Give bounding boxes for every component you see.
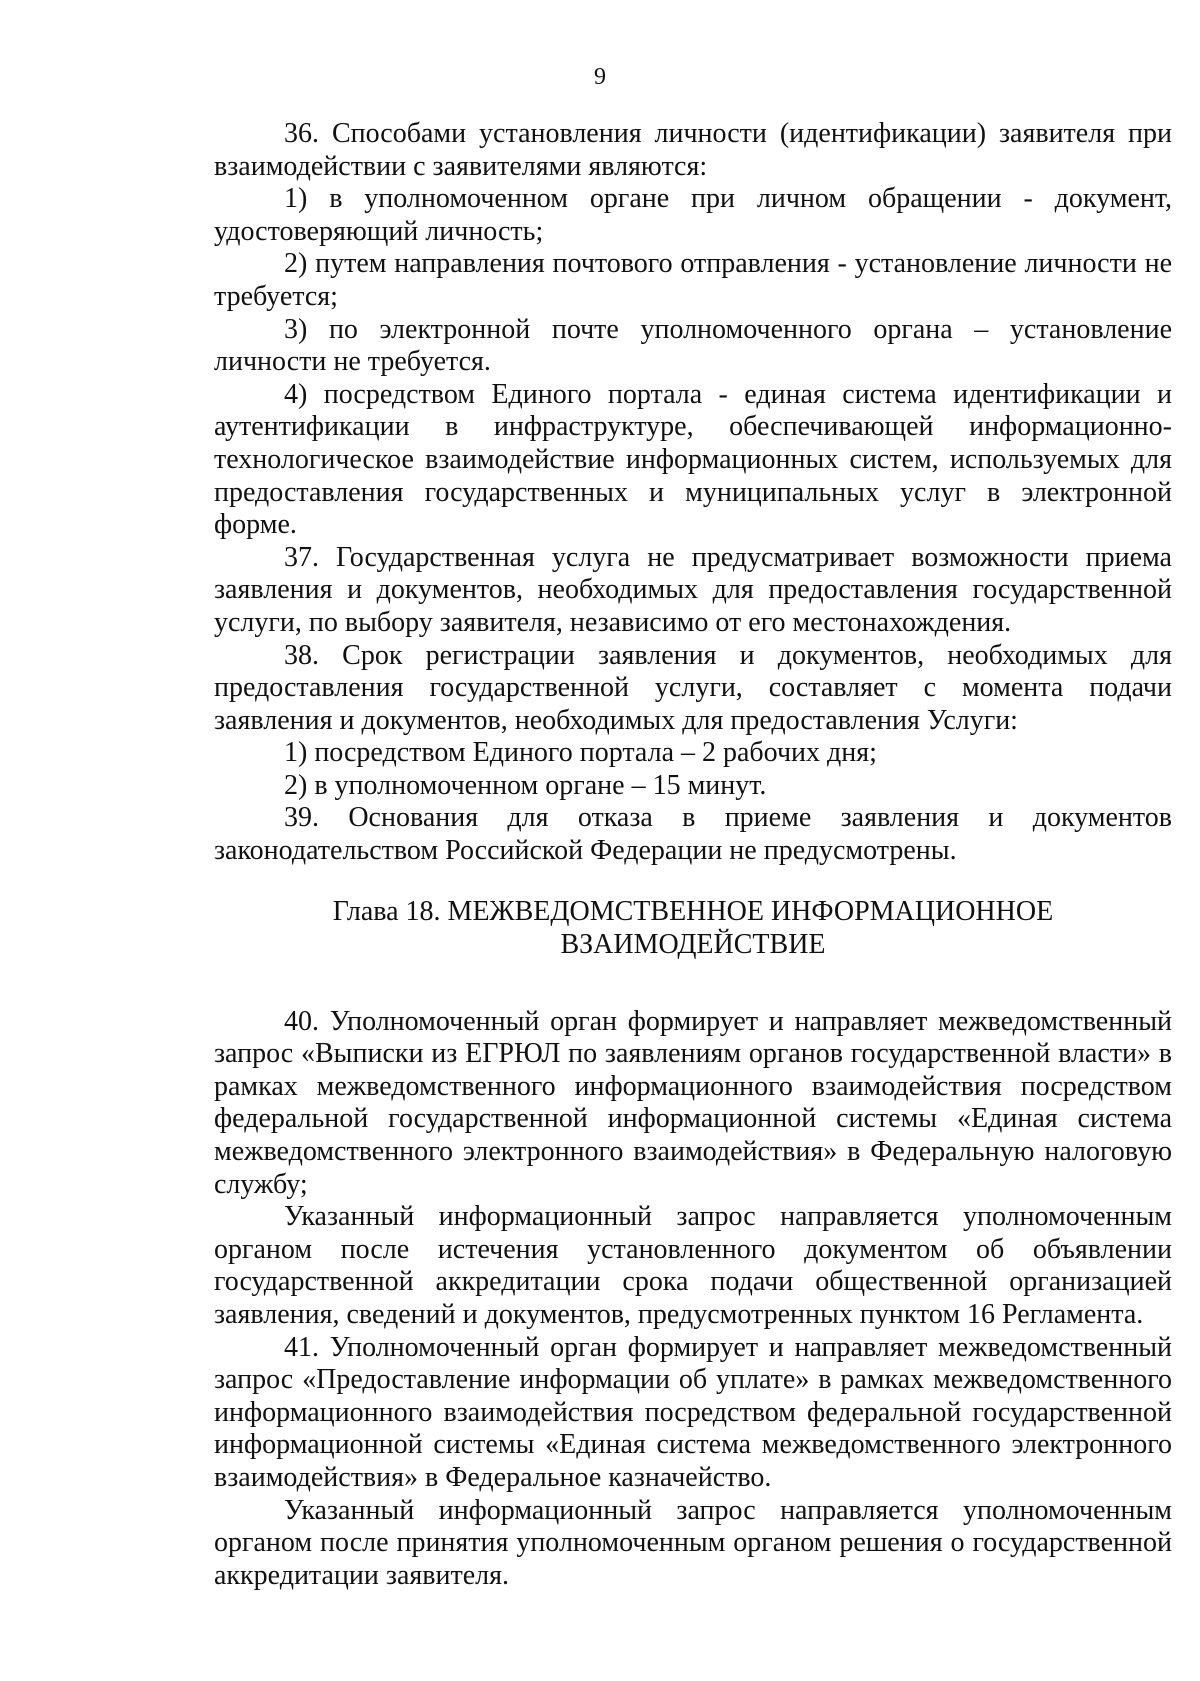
chapter-heading-line-1: Глава 18. МЕЖВЕДОМСТВЕННОЕ ИНФОРМАЦИОННОЕ (332, 895, 1054, 927)
paragraph-40-note: Указанный информационный запрос направляется уполномоченным органом после истечения установленного документом об объявлении государственной аккредитации срока подачи общественной организацией заявления, сведений и документов, предусмотренных пунктом 16 Регламента. (214, 1201, 1172, 1330)
chapter-heading-line-2: ВЗАИМОДЕЙСТВИЕ (560, 928, 826, 960)
paragraph-37: 37. Государственная услуга не предусматривает возможности приема заявления и документов, необходимых для предоставления государственной услуги, по выбору заявителя, независимо от его местонахождения. (214, 541, 1172, 638)
paragraph-38-item-2: 2) в уполномоченном органе – 15 минут. (284, 769, 767, 801)
paragraph-38-item-1: 1) посредством Единого портала – 2 рабочих дня; (284, 737, 877, 769)
paragraph-40: 40. Уполномоченный орган формирует и направляет межведомственный запрос «Выписки из ЕГРЮЛ по заявлениям органов государственной власти» в рамках межведомственного информационного взаимодействия посредством федеральной государственной информационной системы «Единая система межведомственного электронного взаимодействия» в Федеральную налоговую службу; (214, 1005, 1172, 1200)
paragraph-36-item-1: 1) в уполномоченном органе при личном обращении - документ, удостоверяющий личность; (214, 183, 1172, 247)
paragraph-41-note: Указанный информационный запрос направляется уполномоченным органом после принятия уполномоченным органом решения о государственной аккредитации заявителя. (214, 1494, 1172, 1591)
document-body (214, 118, 1172, 1592)
paragraph-39: 39. Основания для отказа в приеме заявления и документов законодательством Российской Федерации не предусмотрены. (214, 802, 1172, 867)
paragraph-36: 36. Способами установления личности (идентификации) заявителя при взаимодействии с заявителями являются: (214, 118, 1172, 182)
paragraph-36-item-2: 2) путем направления почтового отправления - установление личности не требуется; (214, 248, 1172, 312)
paragraph-41: 41. Уполномоченный орган формирует и направляет межведомственный запрос «Предоставление информации об уплате» в рамках межведомственного информационного взаимодействия посредством федеральной государственной информационной системы «Единая система межведомственного электронного взаимодействия» в Федеральное казначейство. (214, 1331, 1172, 1493)
paragraph-38: 38. Срок регистрации заявления и документов, необходимых для предоставления государственной услуги, составляет с момента подачи заявления и документов, необходимых для предоставления Услуги: (214, 639, 1172, 736)
paragraph-36-item-3: 3) по электронной почте уполномоченного органа – установление личности не требуется. (214, 313, 1172, 378)
paragraph-36-item-4: 4) посредством Единого портала - единая система идентификации и аутентификации в инфраструктуре, обеспечивающей информационно-технологическое взаимодействие информационных систем, используемых для предоставления государственных и муниципальных услуг в электронной форме. (214, 378, 1172, 541)
chapter-heading (214, 895, 1172, 961)
page-number: 9 (594, 64, 606, 90)
